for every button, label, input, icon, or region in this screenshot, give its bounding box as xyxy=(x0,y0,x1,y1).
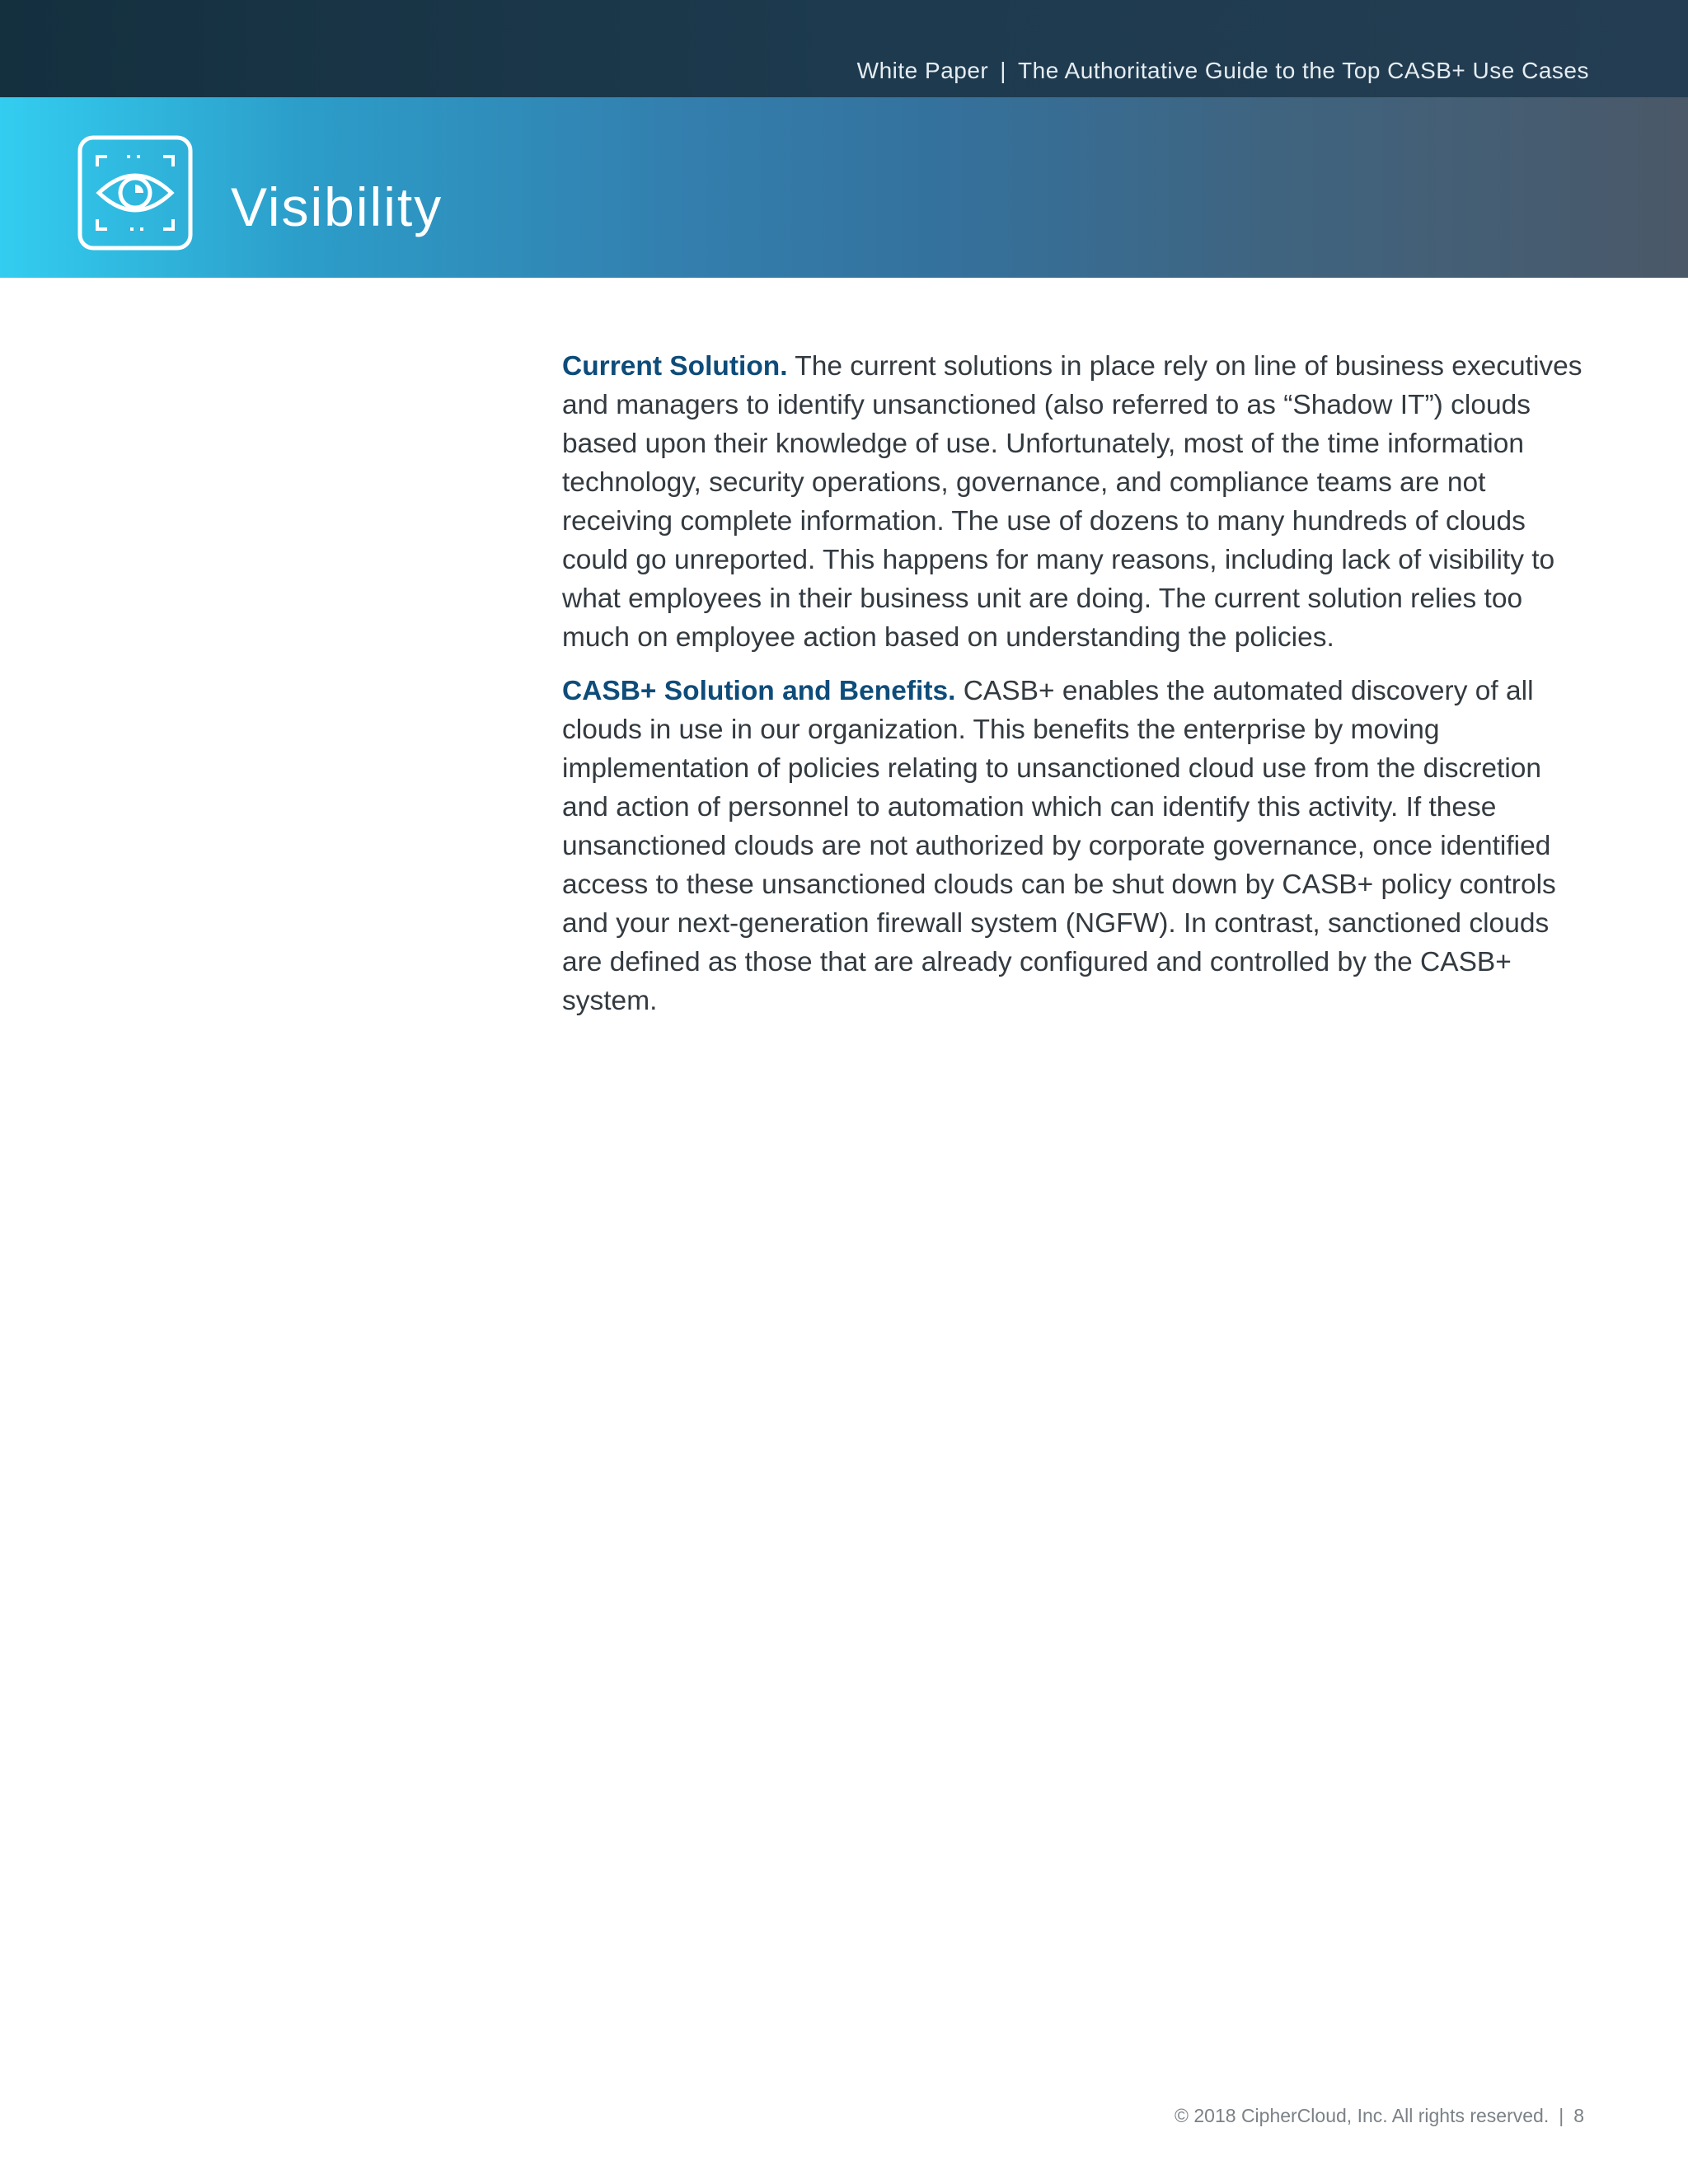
current-solution-paragraph xyxy=(562,347,1589,657)
footer-separator: | xyxy=(1559,2105,1564,2126)
running-header xyxy=(857,58,1589,84)
body-content xyxy=(562,347,1589,1035)
current-solution-text: The current solutions in place rely on line of business executives and managers to identify unsanctioned (also referred to as “Shadow IT”) clouds based upon their knowledge of use. Unfortunately, most of the time information technology, security operations, governance, and compliance teams are not receiving complete information. The use of dozens to many hundreds of clouds could go unreported. This happens for many reasons, including lack of visibility to what employees in their business unit are doing. The current solution relies too much on employee action based on understanding the policies. xyxy=(562,351,1582,653)
casb-solution-heading: CASB+ Solution and Benefits. xyxy=(562,676,956,706)
page-number: 8 xyxy=(1573,2105,1584,2126)
casb-solution-paragraph xyxy=(562,672,1589,1020)
page-footer xyxy=(1175,2105,1584,2127)
copyright-notice: © 2018 CipherCloud, Inc. All rights reserved. xyxy=(1175,2105,1550,2126)
section-banner xyxy=(0,97,1688,278)
doc-type: White Paper xyxy=(856,58,989,83)
doc-title: The Authoritative Guide to the Top CASB+ Use Cases xyxy=(1018,58,1589,83)
current-solution-heading: Current Solution. xyxy=(562,351,788,382)
section-title: Visibility xyxy=(231,176,443,237)
eye-icon xyxy=(77,135,193,251)
top-bar xyxy=(0,0,1688,97)
casb-solution-text: CASB+ enables the automated discovery of all clouds in use in our organization. This benefits the enterprise by moving implementation of policies relating to unsanctioned cloud use from the discretion and action of personnel to automation which can identify this activity. If these unsanctioned clouds are not authorized by corporate governance, once identified access to these unsanctioned clouds can be shut down by CASB+ policy controls and your next-generation firewall system (NGFW). In contrast, sanctioned clouds are defined as those that are already configured and controlled by the CASB+ system. xyxy=(562,676,1556,1016)
header-separator: | xyxy=(1000,58,1007,83)
